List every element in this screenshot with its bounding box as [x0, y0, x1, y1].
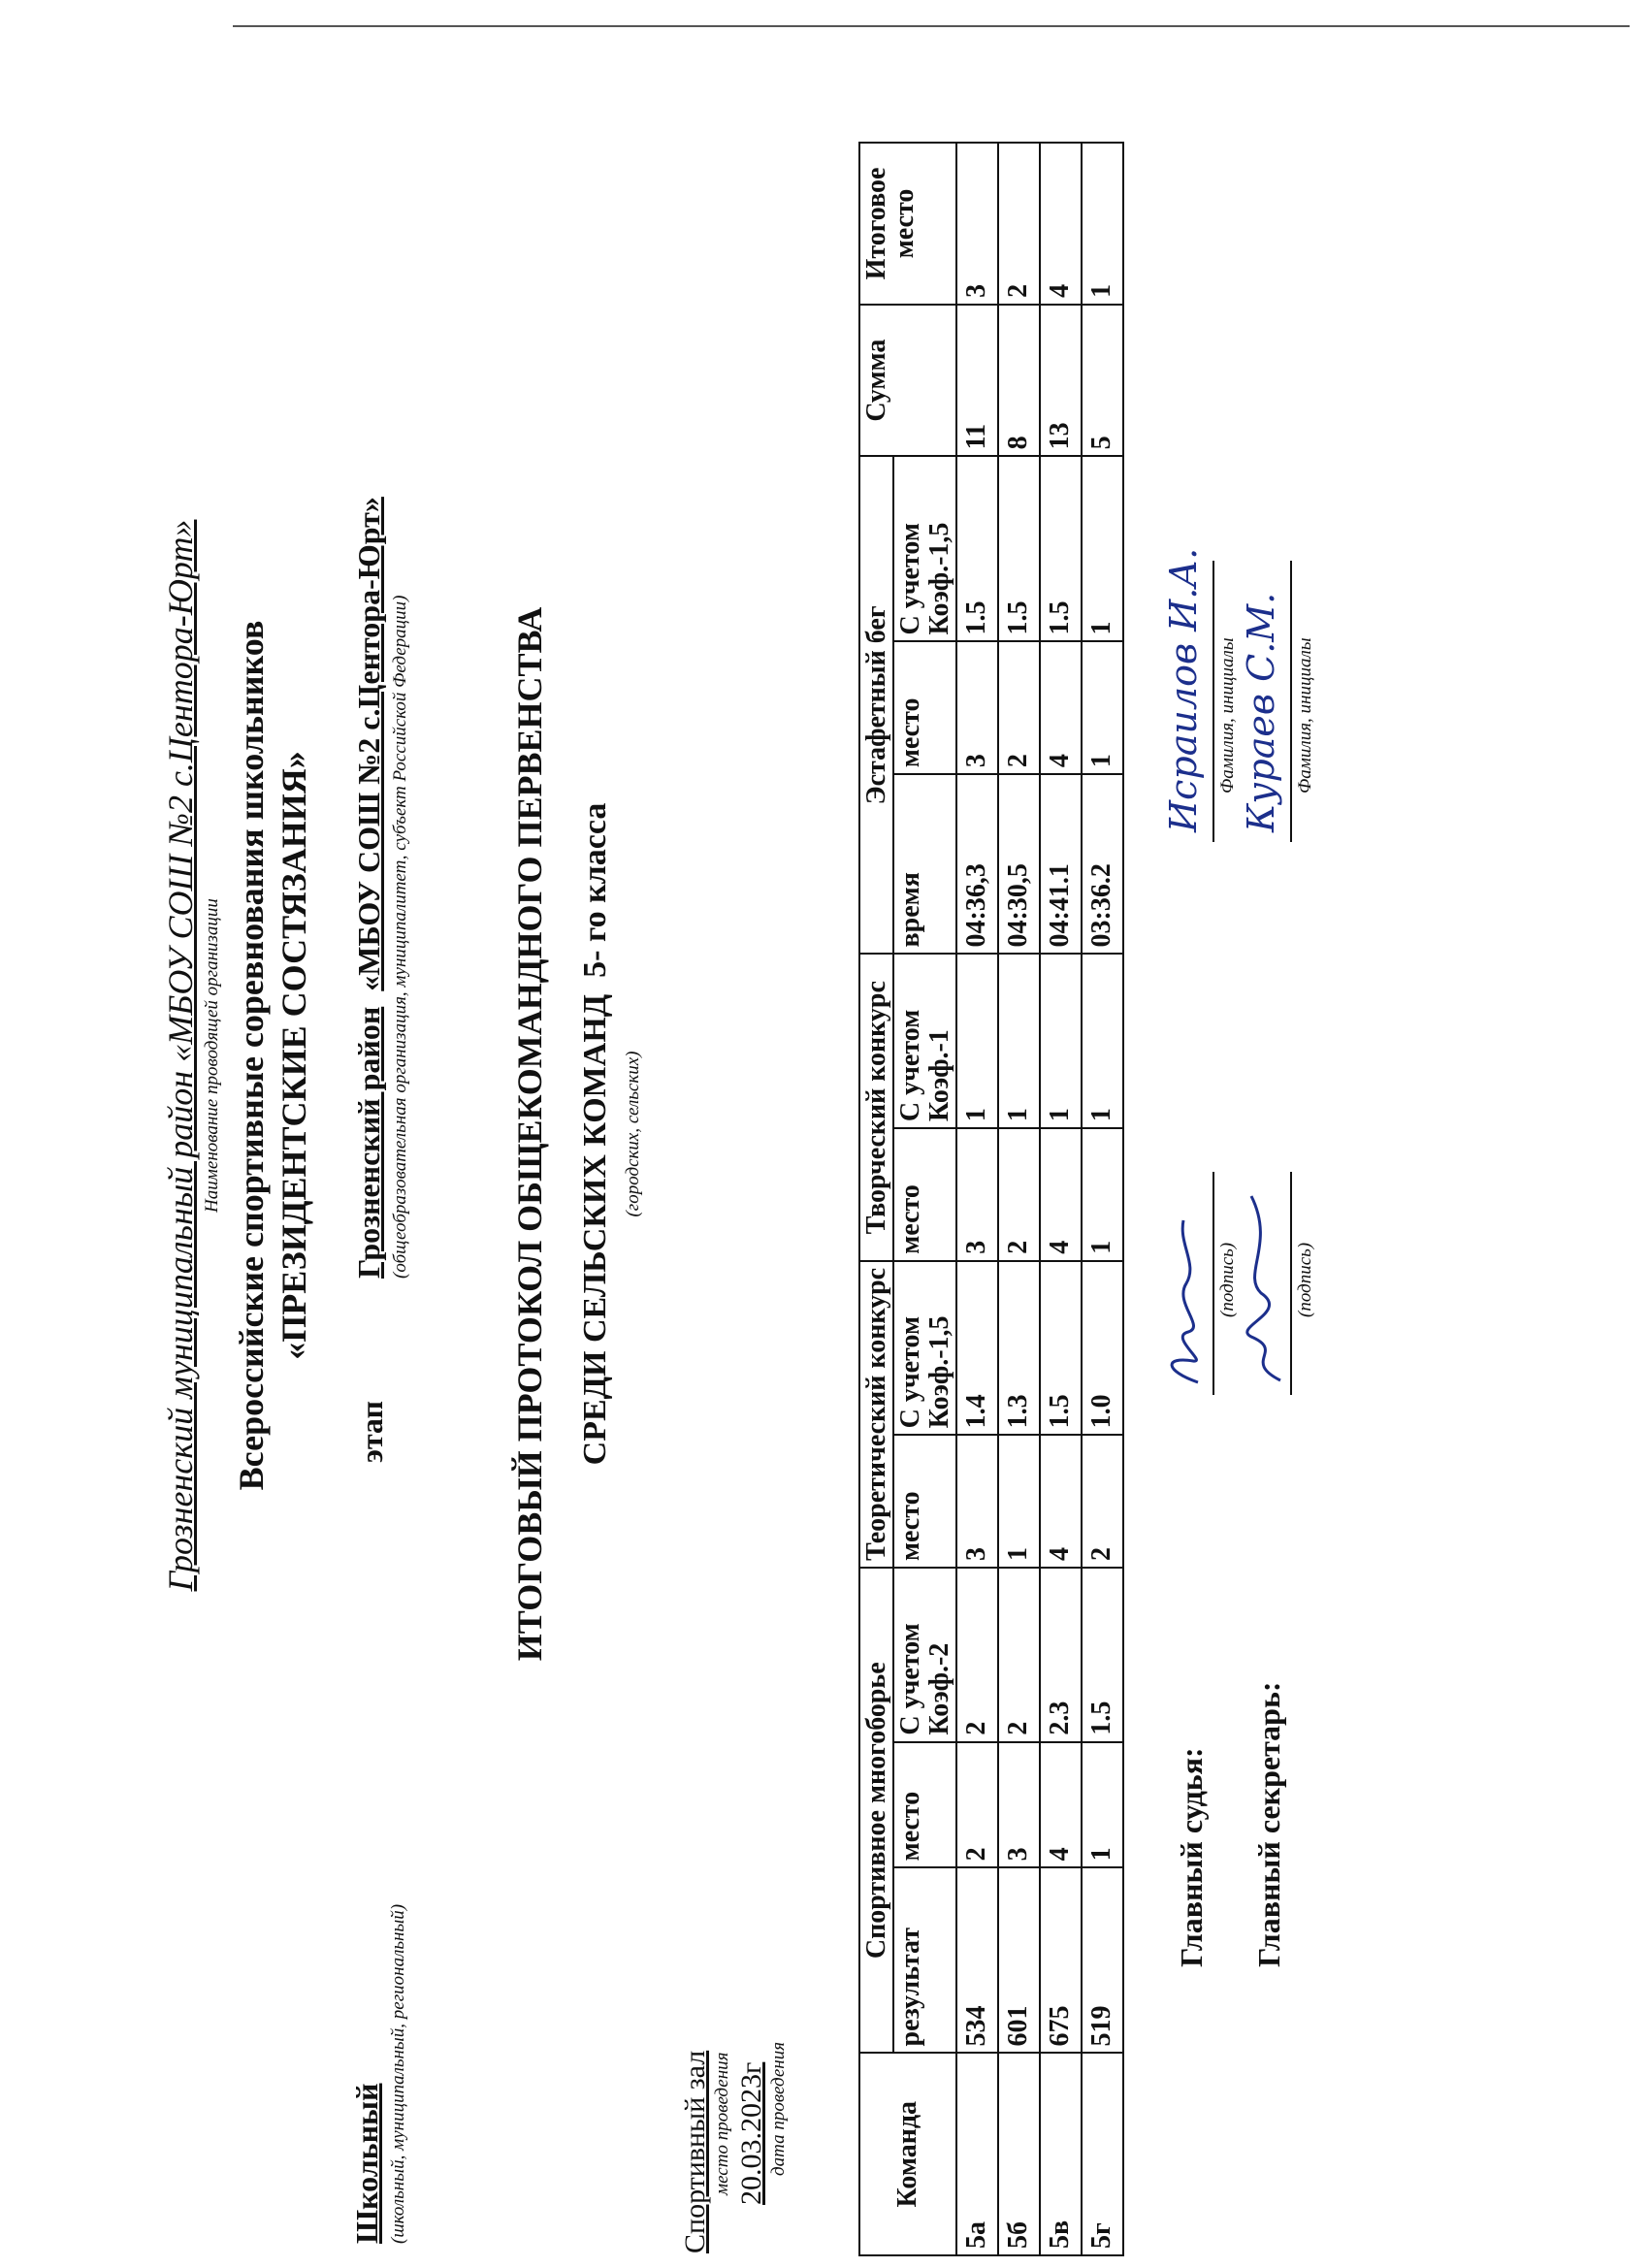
stage-level: Школьный — [349, 2083, 384, 2244]
final-place-cell: 3 — [956, 143, 998, 305]
protocol-subtitle-caption: (городских, сельских) — [623, 1051, 643, 1217]
col-final-place: Итоговое место — [859, 143, 956, 305]
theory-place-cell: 4 — [1040, 1435, 1082, 1568]
judge-signature — [1159, 1177, 1217, 1390]
relay-coef-cell: 1.5 — [1040, 456, 1082, 641]
sport-place-cell: 3 — [998, 1742, 1040, 1868]
sub-relay-coef: С учетом Коэф.-1,5 — [893, 456, 956, 641]
secretary-label: Главный секретарь: — [1251, 1681, 1286, 1967]
venue-block — [679, 1933, 790, 2253]
stage-label: этап — [354, 1401, 389, 1463]
sub-relay-time: время — [893, 774, 956, 954]
theory-place-cell: 3 — [956, 1435, 998, 1568]
theory-place-cell: 2 — [1082, 1435, 1123, 1568]
sport-coef-cell: 2 — [956, 1568, 998, 1742]
school-name: «МБОУ СОШ №2 с.Центора-Юрт» — [351, 497, 386, 991]
theory-coef-cell: 1.0 — [1082, 1261, 1123, 1436]
judge-name: Исраилов И.А. — [1162, 547, 1205, 832]
protocol-subtitle — [577, 0, 614, 2268]
relay-time-cell: 03:36.2 — [1082, 774, 1123, 954]
sub-sport-coef: С учетом Коэф.-2 — [893, 1568, 956, 1742]
creative-coef-cell: 1 — [956, 955, 998, 1129]
sport-coef-cell: 1.5 — [1082, 1568, 1123, 1742]
final-place-cell: 4 — [1040, 143, 1082, 305]
relay-place-cell: 2 — [998, 641, 1040, 774]
judge-sign-caption: (подпись) — [1217, 1242, 1238, 1317]
grade-label: 5- го класса — [577, 802, 613, 978]
sub-sport-place: место — [893, 1742, 956, 1868]
sport-result-cell: 601 — [998, 1867, 1040, 2053]
judge-name-caption: Фамилия, инициалы — [1217, 637, 1238, 794]
results-table — [858, 142, 1124, 2256]
sub-creative-coef: С учетом Коэф.-1 — [893, 955, 956, 1129]
theory-coef-cell: 1.5 — [1040, 1261, 1082, 1436]
theory-place-cell: 1 — [998, 1435, 1040, 1568]
relay-place-cell: 3 — [956, 641, 998, 774]
table-row — [956, 143, 998, 2255]
col-sum: Сумма — [859, 305, 956, 456]
table-row — [1040, 143, 1082, 2255]
competition-name: Всероссийские спортивные соревнования школьников — [232, 620, 271, 1491]
theory-coef-cell: 1.4 — [956, 1261, 998, 1436]
sport-place-cell: 4 — [1040, 1742, 1082, 1868]
relay-place-cell: 4 — [1040, 641, 1082, 774]
table-row — [1082, 143, 1123, 2255]
creative-place-cell: 3 — [956, 1128, 998, 1261]
competition-title: «ПРЕЗИДЕНТСКИЕ СОСТЯЗАНИЯ» — [275, 751, 313, 1360]
sub-theory-coef: С учетом Коэф.-1,5 — [893, 1261, 956, 1436]
creative-coef-cell: 1 — [1082, 955, 1123, 1129]
secretary-name: Кураев С.М. — [1240, 592, 1282, 832]
secretary-signature — [1232, 1177, 1296, 1390]
group-theory: Теоретический конкурс — [859, 1261, 893, 1568]
secretary-name-line — [1290, 561, 1292, 842]
relay-coef-cell: 1.5 — [956, 456, 998, 641]
creative-place-cell: 4 — [1040, 1128, 1082, 1261]
team-cell: 5а — [956, 2053, 998, 2255]
sub-creative-place: место — [893, 1128, 956, 1261]
sport-result-cell: 534 — [956, 1867, 998, 2053]
protocol-subtitle-text: СРЕДИ СЕЛЬСКИХ КОМАНД — [577, 993, 613, 1466]
protocol-title: ИТОГОВЫЙ ПРОТОКОЛ ОБЩЕКОМАНДНОГО ПЕРВЕНСТВА — [510, 606, 549, 1662]
sum-cell: 11 — [956, 305, 998, 456]
sport-coef-cell: 2 — [998, 1568, 1040, 1742]
sum-cell: 13 — [1040, 305, 1082, 456]
col-team: Команда — [859, 2053, 956, 2255]
creative-coef-cell: 1 — [1040, 955, 1082, 1129]
venue-date-caption: дата проведения — [768, 2041, 789, 2176]
secretary-name-caption: Фамилия, инициалы — [1295, 637, 1315, 794]
sum-cell: 8 — [998, 305, 1040, 456]
secretary-sign-caption: (подпись) — [1295, 1242, 1315, 1317]
sport-result-cell: 519 — [1082, 1867, 1123, 2053]
team-cell: 5б — [998, 2053, 1040, 2255]
judge-label: Главный судья: — [1174, 1747, 1209, 1967]
group-sport: Спортивное многоборье — [859, 1568, 893, 2053]
sport-place-cell: 1 — [1082, 1742, 1123, 1868]
district-name: Грозненский район — [351, 1006, 386, 1279]
relay-time-cell: 04:36,3 — [956, 774, 998, 954]
creative-coef-cell: 1 — [998, 955, 1040, 1129]
relay-time-cell: 04:30,5 — [998, 774, 1040, 954]
team-cell: 5в — [1040, 2053, 1082, 2255]
district-caption: (общеобразовательная организация, муниципалитет, субъект Российской Федерации) — [390, 595, 410, 1279]
organizer-caption: Наименование проводящей организации — [202, 898, 222, 1213]
district-line — [351, 497, 387, 1279]
sub-relay-place: место — [893, 641, 956, 774]
sport-place-cell: 2 — [956, 1742, 998, 1868]
venue-date: 20.03.2023г — [735, 2061, 767, 2205]
team-cell: 5г — [1082, 2053, 1123, 2255]
sum-cell: 5 — [1082, 305, 1123, 456]
judge-name-line — [1212, 561, 1214, 842]
group-relay: Эстафетный бег — [859, 456, 893, 954]
sport-result-cell: 675 — [1040, 1867, 1082, 2053]
relay-coef-cell: 1 — [1082, 456, 1123, 641]
table-row — [998, 143, 1040, 2255]
creative-place-cell: 2 — [998, 1128, 1040, 1261]
final-place-cell: 2 — [998, 143, 1040, 305]
sub-theory-place: место — [893, 1435, 956, 1568]
relay-place-cell: 1 — [1082, 641, 1123, 774]
stage-level-caption: (школьный, муниципальный, региональный) — [388, 1903, 408, 2244]
sport-coef-cell: 2.3 — [1040, 1568, 1082, 1742]
theory-coef-cell: 1.3 — [998, 1261, 1040, 1436]
relay-time-cell: 04:41.1 — [1040, 774, 1082, 954]
creative-place-cell: 1 — [1082, 1128, 1123, 1261]
group-creative: Творческий конкурс — [859, 955, 893, 1261]
venue-place: Спортивный зал — [679, 2050, 711, 2253]
venue-place-caption: место проведения — [712, 2052, 732, 2195]
relay-coef-cell: 1.5 — [998, 456, 1040, 641]
organizer: Грозненский муниципальный район «МБОУ СОШ №2 с.Центора-Юрт» — [161, 519, 200, 1592]
final-place-cell: 1 — [1082, 143, 1123, 305]
sub-result: результат — [893, 1867, 956, 2053]
